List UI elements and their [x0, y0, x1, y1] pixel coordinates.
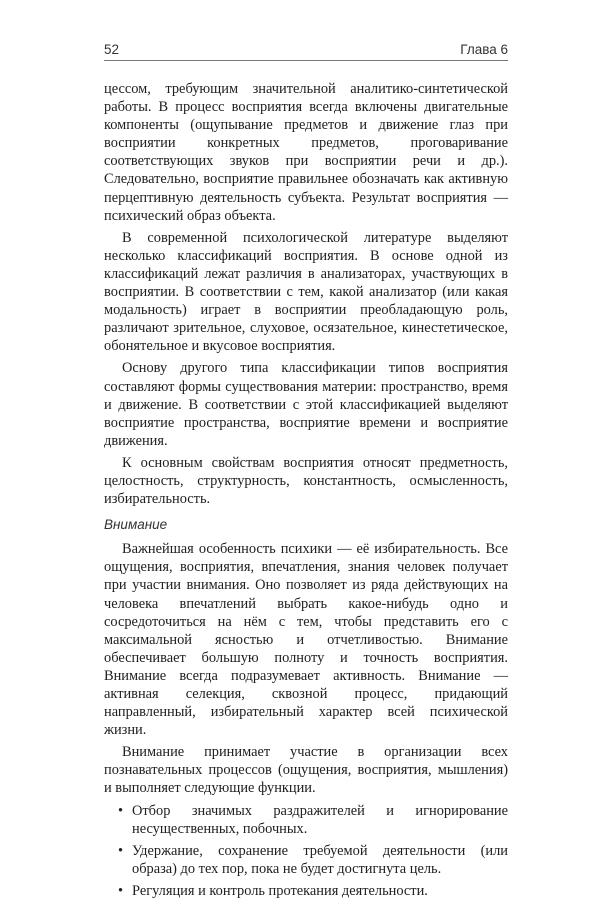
list-item [104, 842, 508, 878]
page-number: 52 [104, 42, 120, 57]
paragraph: К основным свойствам восприятия относят предметность, целостность, структурность, константность, осмысленность, избирательность. [104, 454, 508, 508]
page-body [104, 80, 508, 904]
list-item [104, 882, 508, 900]
paragraph: цессом, требующим значительной аналитико-синтетической работы. В процесс восприятия всегда включены двигательные компоненты (ощупывание предметов и движение глаз при восприятии конкретных предметов, проговаривание соответствующих звуков при восприятии речи и др.). Следовательно, восприятие правильнее обозначать как активную перцептивную деятельность субъекта. Результат восприятия — психический образ объекта. [104, 81, 508, 224]
bullet-icon: • [118, 802, 124, 819]
list-item-text: Регуляция и контроль протекания деятельности. [132, 882, 428, 899]
paragraph: Внимание принимает участие в организации всех познавательных процессов (ощущения, восприятия, мышления) и выполняет следующие функции. [104, 744, 508, 797]
paragraph: В современной психологической литературе выделяют несколько классификаций восприятия. В основе одной из классификаций лежат различия в анализаторах, участвующих в восприятии. В соответствии с тем, какой анализатор (или какая модальность) играет в восприятии преобладающую роль, различают зрительное, слуховое, осязательное, кинестетическое, обонятельное и вкусовое восприятия. [104, 229, 508, 355]
list-item [104, 802, 508, 838]
chapter-title: Глава 6 [460, 42, 508, 57]
list-item-text: Удержание, сохранение требуемой деятельности (или образа) до тех пор, пока не будет достигнута цель. [132, 842, 508, 877]
function-list [104, 802, 508, 900]
bullet-icon: • [118, 842, 124, 859]
paragraph: Основу другого типа классификации типов восприятия составляют формы существования материи: пространство, время и движение. В соответствии с этой классификацией выделяют восприятие пространства, восприятие времени и восприятие движения. [104, 360, 508, 449]
paragraph: Важнейшая особенность психики — её избирательность. Все ощущения, восприятия, впечатления, знания человек получает при участии внимания. Оно позволяет из ряда действующих на человека впечатлений выбрать какое-нибудь одно и сосредоточиться на нём с тем, чтобы представить его с максимальной ясностью и отчетливостью. Внимание обеспечивает большую полноту и точность восприятия. Внимание всегда подразумевает активность. Внимание — активная селекция, сквозной процесс, придающий направленный, избирательный характер всей психической жизни. [104, 541, 508, 739]
bullet-icon: • [118, 882, 124, 899]
section-heading: Внимание [104, 517, 168, 533]
running-head [104, 40, 508, 61]
list-item-text: Отбор значимых раздражителей и игнорирование несущественных, побочных. [132, 802, 508, 837]
